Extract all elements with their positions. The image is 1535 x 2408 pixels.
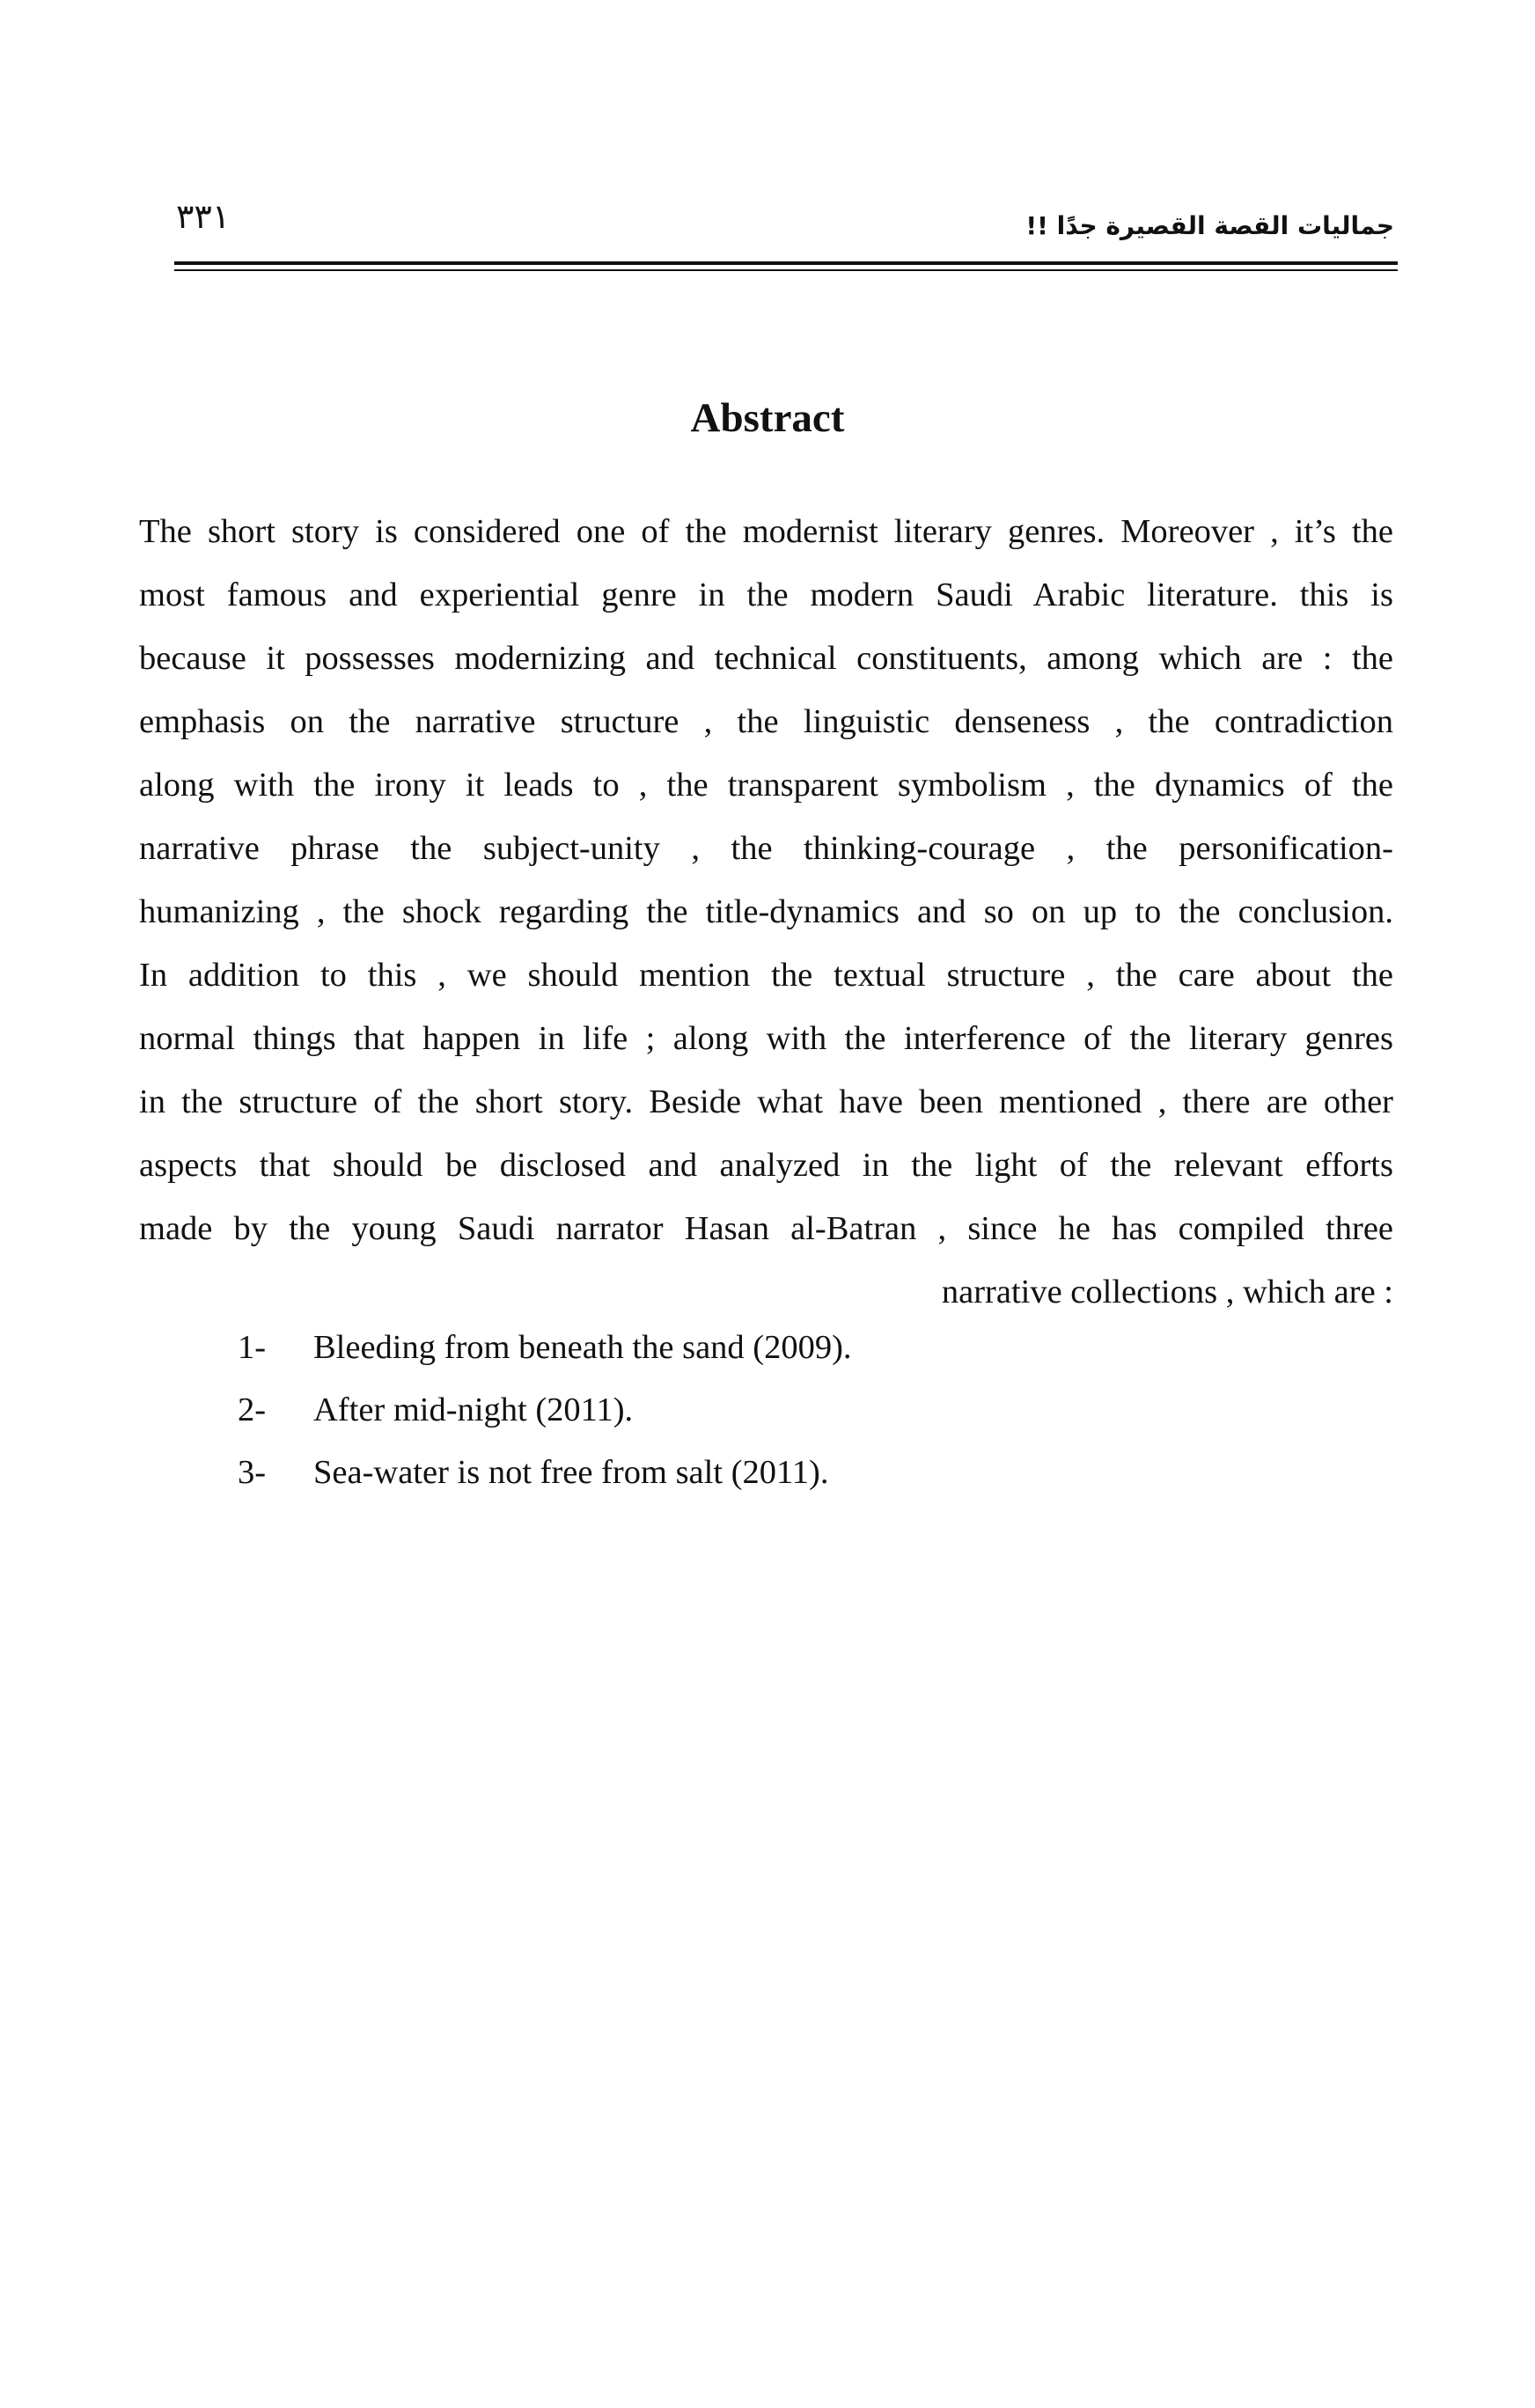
abstract-line: most famous and experiential genre in the modern Saudi Arabic literature. this is: [139, 576, 1393, 613]
list-item-text: After mid-night (2011).: [313, 1391, 634, 1428]
abstract-line: humanizing , the shock regarding the title-dynamics and so on up to the conclusion.: [139, 893, 1393, 930]
abstract-line: normal things that happen in life ; along with the interference of the literary genres: [139, 1020, 1393, 1057]
abstract-line: aspects that should be disclosed and analyzed in the light of the relevant efforts: [139, 1147, 1393, 1184]
list-item: [238, 1379, 852, 1442]
abstract-line: narrative phrase the subject-unity , the thinking-courage , the personification-: [139, 830, 1393, 867]
abstract-line: In addition to this , we should mention the textual structure , the care about the: [139, 957, 1393, 994]
list-item: [238, 1317, 852, 1379]
running-title: جماليات القصة القصيرة جدًا !!: [1025, 211, 1394, 240]
abstract-body: [139, 500, 1393, 1324]
list-item-number: 1-: [238, 1329, 267, 1366]
abstract-line: because it possesses modernizing and technical constituents, among which are : the: [139, 640, 1393, 677]
abstract-line: The short story is considered one of the modernist literary genres. Moreover , it’s the: [139, 513, 1393, 550]
abstract-line: made by the young Saudi narrator Hasan al-Batran , since he has compiled three: [139, 1210, 1393, 1247]
abstract-line: emphasis on the narrative structure , the linguistic denseness , the contradiction: [139, 703, 1393, 740]
list-item: [238, 1442, 852, 1504]
collections-list: [238, 1317, 852, 1504]
page-number: ٣٣١: [176, 197, 231, 236]
abstract-line: along with the irony it leads to , the transparent symbolism , the dynamics of the: [139, 767, 1393, 804]
list-item-number: 2-: [238, 1391, 267, 1428]
header-rule-thin: [174, 269, 1398, 271]
abstract-title: Abstract: [690, 395, 845, 441]
list-item-text: Sea-water is not free from salt (2011).: [313, 1454, 829, 1491]
abstract-line: narrative collections , which are :: [941, 1274, 1393, 1310]
list-item-number: 3-: [238, 1454, 267, 1491]
abstract-line: in the structure of the short story. Beside what have been mentioned , there are other: [139, 1083, 1393, 1120]
list-item-text: Bleeding from beneath the sand (2009).: [313, 1329, 852, 1366]
header-rule-thick: [174, 261, 1398, 265]
